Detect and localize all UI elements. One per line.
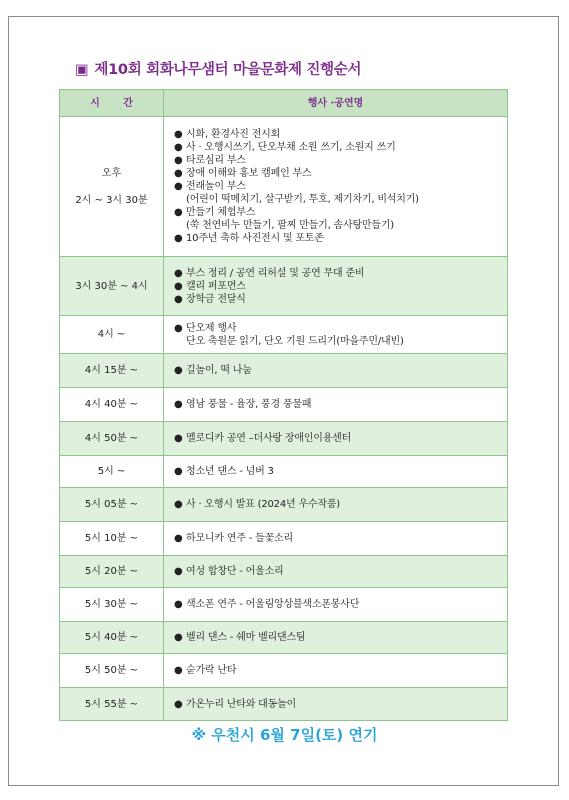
event-text: 만들기 체험부스	[186, 207, 256, 218]
list-item	[174, 180, 503, 206]
list-item	[174, 154, 503, 167]
list-item	[174, 293, 503, 306]
event-text: 단오제 행사	[186, 322, 237, 334]
event-cell	[164, 316, 508, 354]
time-cell	[60, 588, 164, 622]
table-row	[60, 316, 508, 354]
event-text: 10주년 축하 사진전시 및 포토존	[186, 233, 324, 244]
header-time: 시 간	[60, 90, 164, 117]
event-cell	[164, 456, 508, 488]
event-list	[174, 398, 503, 411]
event-text: 장애 이해와 홍보 캠페인 부스	[186, 168, 312, 179]
event-cell	[164, 388, 508, 422]
event-cell	[164, 257, 508, 316]
bullet-icon: ●	[174, 181, 183, 192]
list-item	[174, 280, 503, 293]
event-list	[174, 364, 503, 377]
schedule-body	[60, 117, 508, 721]
table-row	[60, 522, 508, 556]
table-row	[60, 688, 508, 721]
time-cell	[60, 688, 164, 721]
event-list	[174, 498, 503, 511]
event-text: 벨리 댄스 - 쉐마 벨리댄스팀	[186, 632, 306, 643]
event-text: 색소폰 연주 - 어울림앙상블색소폰봉사단	[186, 599, 360, 610]
time-text: 5시 30분 ~	[84, 599, 139, 610]
time-cell	[60, 117, 164, 257]
event-list	[174, 565, 503, 578]
event-subtext: (쑥 천연비누 만들기, 팔찌 만들기, 솜사탕만들기)	[186, 220, 394, 231]
time-text: 5시 10분 ~	[84, 533, 139, 544]
time-cell	[60, 422, 164, 456]
bullet-icon: ●	[174, 499, 183, 510]
time-text: 4시 ~	[97, 329, 126, 340]
list-item	[174, 532, 503, 545]
time-text: 5시 55분 ~	[84, 698, 139, 710]
event-cell	[164, 488, 508, 522]
event-text: 하모니카 연주 - 들꽃소리	[186, 533, 293, 544]
page-title	[75, 58, 361, 79]
event-cell	[164, 688, 508, 721]
list-item	[174, 465, 503, 478]
bullet-icon: ●	[174, 233, 183, 244]
list-item	[174, 167, 503, 180]
time-text: 오후	[101, 167, 122, 179]
event-text: 숟가락 난타	[186, 665, 237, 676]
bullet-icon: ●	[174, 280, 183, 292]
table-header-row	[60, 90, 508, 117]
list-item	[174, 698, 503, 711]
table-row	[60, 456, 508, 488]
time-cell	[60, 257, 164, 316]
table-row	[60, 422, 508, 456]
table-row	[60, 117, 508, 257]
list-item	[174, 232, 503, 245]
event-list	[174, 465, 503, 478]
bullet-icon: ●	[174, 599, 183, 610]
bullet-icon: ●	[174, 129, 183, 140]
time-cell	[60, 316, 164, 354]
event-cell	[164, 622, 508, 654]
list-item	[174, 322, 503, 348]
event-list	[174, 532, 503, 545]
time-cell	[60, 654, 164, 688]
table-row	[60, 257, 508, 316]
bullet-icon: ●	[174, 632, 183, 643]
table-row	[60, 388, 508, 422]
time-cell	[60, 456, 164, 488]
bullet-icon: ●	[174, 142, 183, 153]
bullet-icon: ●	[174, 466, 183, 477]
bullet-icon: ●	[174, 698, 183, 710]
event-text: 영남 풍물 - 율장, 풍경 풍물패	[186, 399, 312, 410]
list-item	[174, 664, 503, 677]
event-text: 멜로디카 공연 –더사랑 장애인이용센터	[186, 433, 352, 444]
event-text: 타로심리 부스	[186, 155, 246, 166]
time-text: 2시 ~ 3시 30분	[75, 194, 148, 206]
header-event: 행사 ·공연명	[164, 90, 508, 117]
event-cell	[164, 354, 508, 388]
time-text: 3시 30분 ~ 4시	[75, 280, 148, 292]
time-text: 5시 20분 ~	[84, 566, 139, 577]
event-cell	[164, 556, 508, 588]
bullet-icon: ●	[174, 267, 183, 279]
time-cell	[60, 488, 164, 522]
bullet-icon: ●	[174, 365, 183, 376]
list-item	[174, 398, 503, 411]
event-text: 사 · 오행시 발표 (2024년 우수작품)	[186, 499, 340, 510]
time-text: 4시 50분 ~	[84, 433, 139, 444]
bullet-icon: ●	[174, 566, 183, 577]
event-cell	[164, 422, 508, 456]
bullet-icon: ●	[174, 207, 183, 218]
time-cell	[60, 354, 164, 388]
time-cell	[60, 556, 164, 588]
rain-notice: ※ 우천시 6월 7일(토) 연기	[191, 726, 378, 744]
list-item	[174, 364, 503, 377]
event-text: 장학금 전달식	[186, 293, 246, 305]
list-item	[174, 598, 503, 611]
list-item	[174, 141, 503, 154]
bullet-icon: ●	[174, 399, 183, 410]
event-text: 길놀이, 떡 나눔	[186, 365, 252, 376]
time-text: 5시 40분 ~	[84, 632, 139, 643]
time-text: 4시 15분 ~	[84, 365, 139, 376]
list-item	[174, 498, 503, 511]
event-cell	[164, 117, 508, 257]
event-text: 캘리 퍼포먼스	[186, 280, 246, 292]
bullet-icon: ●	[174, 433, 183, 444]
table-row	[60, 488, 508, 522]
event-list	[174, 631, 503, 644]
event-list	[174, 598, 503, 611]
event-text: 시화, 환경사진 전시회	[186, 129, 281, 140]
table-row	[60, 588, 508, 622]
event-list	[174, 128, 503, 245]
event-text: 가온누리 난타와 대동놀이	[186, 698, 297, 710]
event-list	[174, 664, 503, 677]
bullet-icon: ●	[174, 155, 183, 166]
bullet-icon: ●	[174, 533, 183, 544]
time-cell	[60, 388, 164, 422]
list-item	[174, 206, 503, 232]
square-bullet-icon: ▣	[75, 62, 89, 78]
event-text: 부스 정리 / 공연 리허설 및 공연 무대 준비	[186, 267, 365, 279]
bullet-icon: ●	[174, 665, 183, 676]
event-subtext: 단오 축원문 읽기, 단오 기원 드리기(마을주민/내빈)	[186, 335, 404, 347]
time-text: 5시 50분 ~	[84, 665, 139, 676]
event-list	[174, 267, 503, 306]
list-item	[174, 565, 503, 578]
event-cell	[164, 588, 508, 622]
bullet-icon: ●	[174, 322, 183, 334]
time-text: 5시 05분 ~	[84, 499, 139, 510]
time-cell	[60, 522, 164, 556]
event-text: 여성 합창단 - 어울소리	[186, 566, 284, 577]
event-text: 사 · 오행시쓰기, 단오부채 소원 쓰기, 소원지 쓰기	[186, 142, 396, 153]
event-list	[174, 322, 503, 348]
table-row	[60, 654, 508, 688]
bullet-icon: ●	[174, 168, 183, 179]
time-text: 4시 40분 ~	[84, 399, 139, 410]
list-item	[174, 631, 503, 644]
schedule-table	[59, 89, 508, 721]
list-item	[174, 128, 503, 141]
time-text: 5시 ~	[97, 466, 126, 477]
table-row	[60, 622, 508, 654]
table-row	[60, 556, 508, 588]
event-cell	[164, 522, 508, 556]
table-row	[60, 354, 508, 388]
event-text: 청소년 댄스 - 넘버 3	[186, 466, 274, 477]
list-item	[174, 432, 503, 445]
event-subtext: (어린이 떡메치기, 살구받기, 투호, 제기차기, 비석치기)	[186, 194, 419, 205]
event-text: 전래놀이 부스	[186, 181, 246, 192]
page-title-text: 제10회 회화나무샘터 마을문화제 진행순서	[94, 62, 362, 78]
event-list	[174, 698, 503, 711]
list-item	[174, 267, 503, 280]
bullet-icon: ●	[174, 293, 183, 305]
time-cell	[60, 622, 164, 654]
event-cell	[164, 654, 508, 688]
event-list	[174, 432, 503, 445]
